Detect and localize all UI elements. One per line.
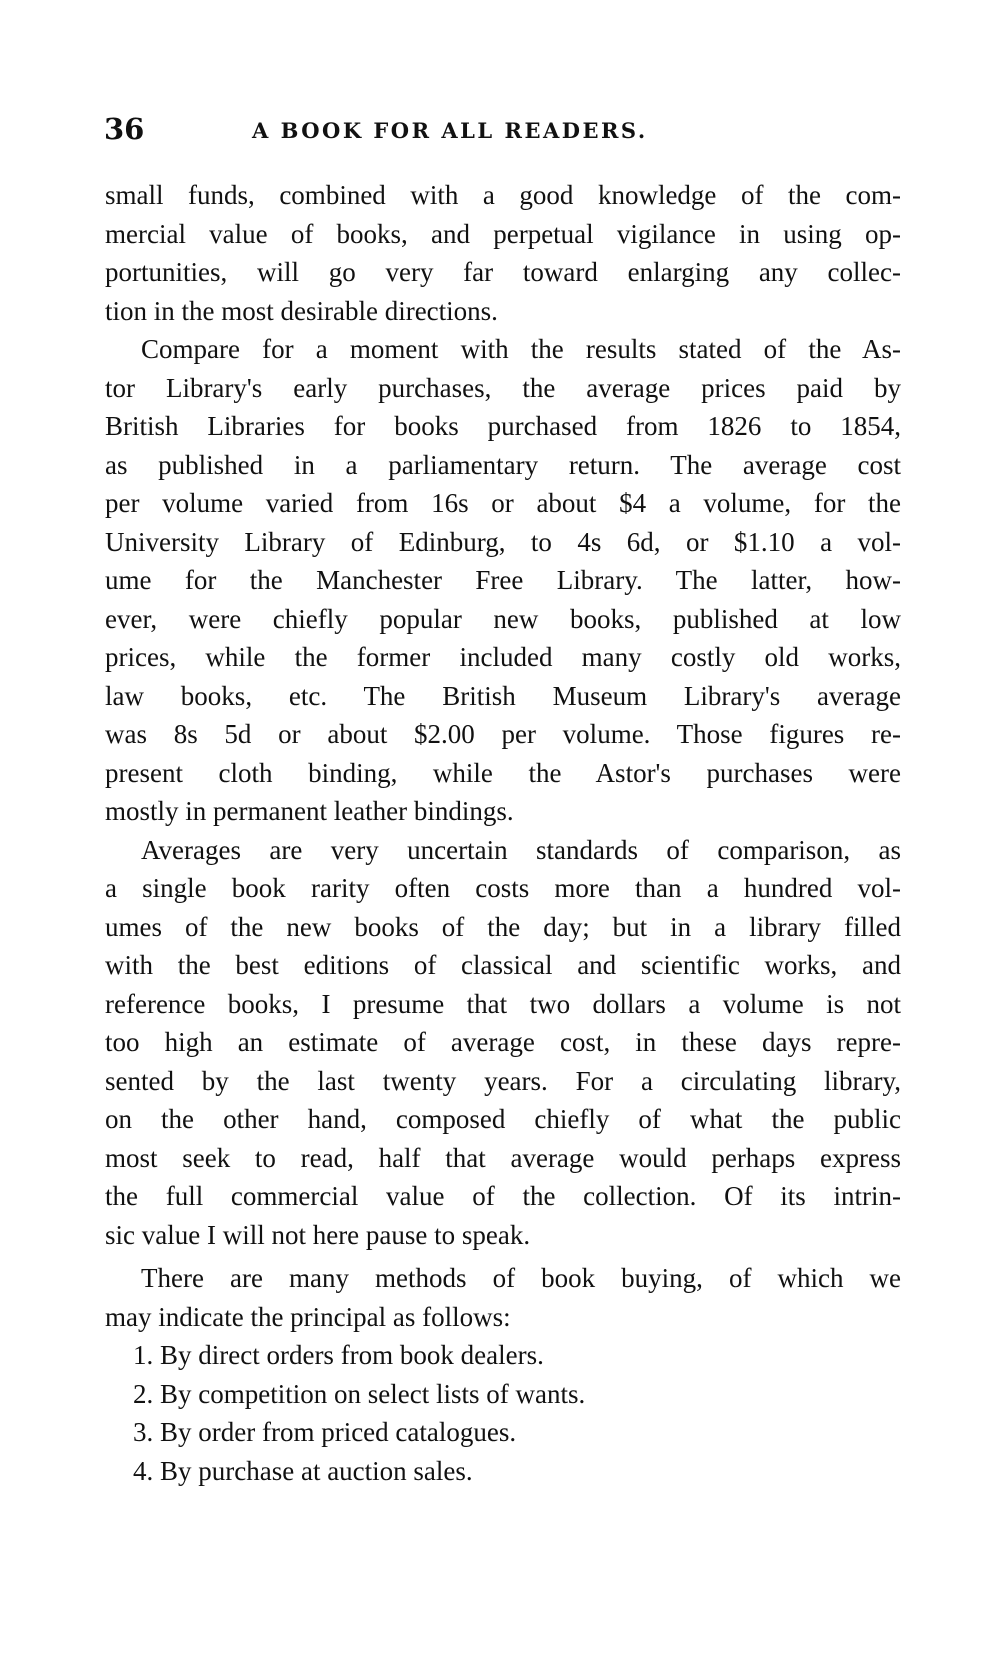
list-item: 3. By order from priced catalogues. xyxy=(133,1417,517,1447)
paragraph xyxy=(105,831,901,1255)
list-item: 2. By competition on select lists of wants. xyxy=(133,1378,586,1409)
text-line: ever, were chiefly popular new books, published at low xyxy=(105,603,901,634)
list-item: 4. By purchase at auction sales. xyxy=(133,1455,473,1486)
page-body xyxy=(105,176,901,1490)
paragraph xyxy=(105,176,901,330)
text-line: British Libraries for books purchased from 1826 to 1854, xyxy=(105,411,901,441)
text-line: was 8s 5d or about $2.00 per volume. Those figures re- xyxy=(105,719,901,749)
text-line: tor Library's early purchases, the average prices paid by xyxy=(105,372,901,403)
text-line: mercial value of books, and perpetual vigilance in using op- xyxy=(105,218,901,249)
text-line: per volume varied from 16s or about $4 a volume, for the xyxy=(105,488,901,518)
text-line: may indicate the principal as follows: xyxy=(105,1301,511,1332)
text-line: small funds, combined with a good knowledge of the com- xyxy=(105,180,901,210)
text-line: with the best editions of classical and scientific works, and xyxy=(105,950,901,980)
text-line: sic value I will not here pause to speak. xyxy=(105,1219,531,1250)
numbered-list xyxy=(105,1336,901,1490)
paragraph xyxy=(105,330,901,831)
text-line: There are many methods of book buying, of which we xyxy=(141,1263,901,1293)
running-title: A BOOK FOR ALL READERS. xyxy=(252,118,648,143)
text-line: the full commercial value of the collection. Of its intrin- xyxy=(105,1181,901,1211)
text-line: sented by the last twenty years. For a circulating library, xyxy=(105,1065,901,1096)
text-line: ume for the Manchester Free Library. The latter, how- xyxy=(105,565,901,595)
text-line: a single book rarity often costs more than a hundred vol- xyxy=(105,873,901,903)
text-line: on the other hand, composed chiefly of what the public xyxy=(105,1104,901,1134)
page-number: 36 xyxy=(104,112,145,146)
text-line: portunities, will go very far toward enlarging any collec- xyxy=(105,257,901,287)
paragraph xyxy=(105,1259,901,1336)
text-line: reference books, I presume that two dollars a volume is not xyxy=(105,988,901,1019)
text-line: prices, while the former included many costly old works, xyxy=(105,642,901,672)
text-line: present cloth binding, while the Astor's purchases were xyxy=(105,757,901,788)
text-line: mostly in permanent leather bindings. xyxy=(105,796,514,826)
text-line: University Library of Edinburg, to 4s 6d, or $1.10 a vol- xyxy=(105,526,901,557)
text-line: law books, etc. The British Museum Library's average xyxy=(105,680,901,711)
list-item: 1. By direct orders from book dealers. xyxy=(133,1340,544,1370)
text-line: tion in the most desirable directions. xyxy=(105,295,498,326)
text-line: most seek to read, half that average would perhaps express xyxy=(105,1142,901,1173)
text-line: Compare for a moment with the results stated of the As- xyxy=(141,334,901,364)
text-line: as published in a parliamentary return. The average cost xyxy=(105,449,901,480)
text-line: Averages are very uncertain standards of comparison, as xyxy=(141,834,901,865)
text-line: umes of the new books of the day; but in a library filled xyxy=(105,911,901,942)
text-line: too high an estimate of average cost, in these days repre- xyxy=(105,1027,901,1057)
